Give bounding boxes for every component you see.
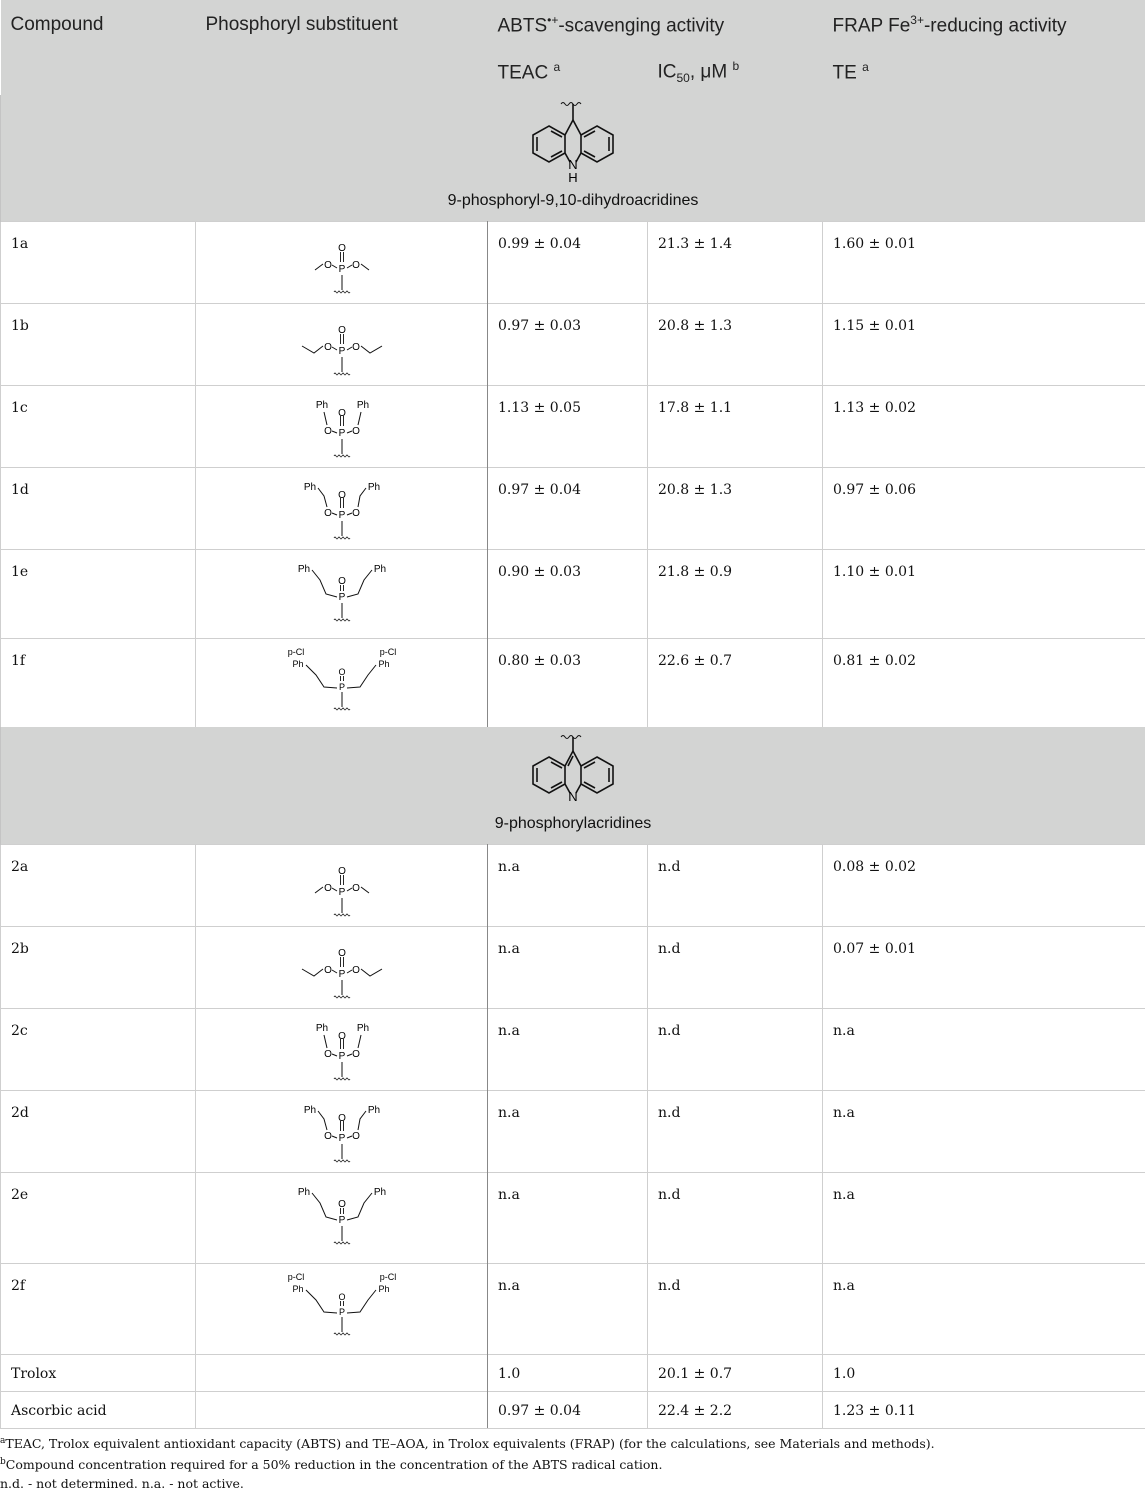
svg-text:O: O — [352, 1049, 360, 1060]
svg-text:P: P — [338, 969, 345, 980]
svg-text:O: O — [338, 1031, 346, 1042]
ic50-value: 22.6 ± 0.7 — [648, 639, 823, 728]
acridine-structure — [513, 731, 633, 815]
svg-text:O: O — [338, 667, 345, 677]
teac-value: 0.80 ± 0.03 — [488, 639, 648, 728]
dihydroacridine-structure — [513, 96, 633, 192]
footnote-a: $^a$TEAC, Trolox equivalent antioxidant capacity (ABTS) and TE–AOA, in Trolox equivalents (FRAP) (for the calculations, see Materials and methods). — [0, 1432, 935, 1453]
svg-text:Ph: Ph — [373, 1187, 385, 1198]
svg-text:O: O — [324, 1131, 332, 1142]
reference-row — [1, 1355, 1145, 1392]
phosphoryl-structure — [196, 468, 488, 550]
svg-text:O: O — [338, 1113, 346, 1124]
reference-id: Trolox — [1, 1355, 196, 1392]
phosphoryl-structure — [196, 550, 488, 639]
svg-text:Ph: Ph — [292, 659, 303, 669]
svg-text:O: O — [352, 1131, 360, 1142]
svg-text:O: O — [324, 508, 332, 519]
svg-text:O: O — [338, 866, 346, 877]
ic50-value: n.d — [648, 1173, 823, 1264]
svg-text:H: H — [568, 170, 577, 185]
svg-text:O: O — [352, 342, 360, 353]
phosphoryl-structure — [196, 222, 488, 304]
compound-id: 1a — [1, 222, 196, 304]
reference-substituent — [196, 1392, 488, 1429]
phosphoryl-structure — [196, 1009, 488, 1091]
ic50-value: 20.8 ± 1.3 — [648, 304, 823, 386]
svg-text:P: P — [338, 346, 345, 357]
teac-value: n.a — [488, 845, 648, 927]
te-value: 1.23 ± 0.11 — [823, 1392, 1145, 1429]
svg-text:O: O — [338, 1199, 346, 1210]
phosphoryl-structure — [196, 1264, 488, 1355]
phosphoryl-structure — [196, 639, 488, 728]
svg-text:Ph: Ph — [378, 659, 389, 669]
table-row — [1, 386, 1145, 468]
svg-text:O: O — [324, 260, 332, 271]
teac-value: 1.13 ± 0.05 — [488, 386, 648, 468]
svg-text:Ph: Ph — [297, 564, 309, 575]
svg-text:O: O — [324, 883, 332, 894]
svg-text:O: O — [338, 408, 346, 419]
phosphoryl-structure — [196, 927, 488, 1009]
table-row — [1, 1264, 1145, 1355]
svg-text:O: O — [324, 342, 332, 353]
table-row — [1, 927, 1145, 1009]
header-substituent: Phosphoryl substituent — [196, 0, 488, 50]
te-value: 1.10 ± 0.01 — [823, 550, 1145, 639]
table-row — [1, 845, 1145, 927]
svg-text:P: P — [338, 1215, 345, 1226]
footnotes — [0, 1432, 935, 1493]
section-dihydroacridines — [1, 95, 1145, 222]
compound-id: 2a — [1, 845, 196, 927]
footnote-c: n.d. - not determined. n.a. - not active. — [0, 1474, 935, 1493]
section-acridines — [1, 727, 1145, 845]
compound-id: 1b — [1, 304, 196, 386]
compound-id: 1c — [1, 386, 196, 468]
phosphoryl-structure — [196, 1173, 488, 1264]
svg-text:P: P — [338, 887, 345, 898]
te-value: 1.0 — [823, 1355, 1145, 1392]
compound-id: 2d — [1, 1091, 196, 1173]
svg-text:O: O — [338, 490, 346, 501]
svg-text:O: O — [338, 243, 346, 254]
table-row — [1, 222, 1145, 304]
teac-value: 0.97 ± 0.04 — [488, 1392, 648, 1429]
svg-text:p-Cl: p-Cl — [379, 647, 396, 657]
table-row — [1, 1009, 1145, 1091]
ic50-value: n.d — [648, 1009, 823, 1091]
phosphoryl-structure — [196, 304, 488, 386]
svg-text:p-Cl: p-Cl — [287, 1272, 304, 1282]
svg-text:Ph: Ph — [367, 482, 379, 493]
svg-text:P: P — [338, 1051, 345, 1062]
svg-text:P: P — [338, 682, 344, 692]
ic50-value: 20.1 ± 0.7 — [648, 1355, 823, 1392]
compound-id: 1d — [1, 468, 196, 550]
compound-id: 2f — [1, 1264, 196, 1355]
table-row — [1, 1173, 1145, 1264]
svg-text:Ph: Ph — [292, 1284, 303, 1294]
header-compound: Compound — [1, 0, 196, 50]
teac-value: n.a — [488, 1173, 648, 1264]
svg-text:N: N — [568, 157, 577, 172]
te-value: n.a — [823, 1009, 1145, 1091]
teac-value: 0.97 ± 0.03 — [488, 304, 648, 386]
table-row — [1, 639, 1145, 728]
teac-value: n.a — [488, 927, 648, 1009]
svg-text:P: P — [338, 1133, 345, 1144]
compound-id: 2e — [1, 1173, 196, 1264]
compound-id: 2c — [1, 1009, 196, 1091]
phosphoryl-structure — [196, 1091, 488, 1173]
svg-text:O: O — [352, 965, 360, 976]
svg-text:O: O — [352, 883, 360, 894]
header-te: TE $^a$ — [823, 50, 1145, 95]
svg-text:p-Cl: p-Cl — [287, 647, 304, 657]
teac-value: 0.97 ± 0.04 — [488, 468, 648, 550]
teac-value: n.a — [488, 1264, 648, 1355]
te-value: 1.60 ± 0.01 — [823, 222, 1145, 304]
table-row — [1, 1091, 1145, 1173]
ic50-value: n.d — [648, 927, 823, 1009]
ic50-value: 22.4 ± 2.2 — [648, 1392, 823, 1429]
footnote-b: $^b$Compound concentration required for a 50% reduction in the concentration of the ABTS radical cation. — [0, 1453, 935, 1474]
teac-value: n.a — [488, 1091, 648, 1173]
te-value: 0.81 ± 0.02 — [823, 639, 1145, 728]
header-ic50: $IC_{50}$, μM $^b$ — [648, 50, 823, 95]
te-value: n.a — [823, 1173, 1145, 1264]
teac-value: n.a — [488, 1009, 648, 1091]
svg-text:Ph: Ph — [378, 1284, 389, 1294]
phosphoryl-structure — [196, 386, 488, 468]
table-row — [1, 550, 1145, 639]
svg-text:O: O — [324, 965, 332, 976]
svg-text:Ph: Ph — [356, 1023, 368, 1034]
svg-text:N: N — [568, 789, 577, 804]
svg-text:P: P — [338, 1307, 344, 1317]
te-value: 0.97 ± 0.06 — [823, 468, 1145, 550]
te-value: 0.08 ± 0.02 — [823, 845, 1145, 927]
header-frap: FRAP $Fe^{3+}$-reducing activity — [823, 0, 1145, 50]
table-row — [1, 468, 1145, 550]
svg-text:P: P — [338, 592, 345, 603]
compound-id: 2b — [1, 927, 196, 1009]
svg-text:O: O — [338, 948, 346, 959]
reference-substituent — [196, 1355, 488, 1392]
te-value: 1.15 ± 0.01 — [823, 304, 1145, 386]
te-value: n.a — [823, 1091, 1145, 1173]
section-title-2: 9-phosphorylacridines — [495, 815, 652, 843]
ic50-value: n.d — [648, 1264, 823, 1355]
svg-text:O: O — [324, 426, 332, 437]
header-abts: ABTS•+-scavenging activity — [488, 0, 823, 50]
compound-id: 1f — [1, 639, 196, 728]
svg-text:Ph: Ph — [303, 482, 315, 493]
svg-text:O: O — [338, 1292, 345, 1302]
svg-text:P: P — [338, 510, 345, 521]
header-teac: TEAC $^a$ — [488, 50, 648, 95]
ic50-value: 17.8 ± 1.1 — [648, 386, 823, 468]
reference-id: Ascorbic acid — [1, 1392, 196, 1429]
svg-text:Ph: Ph — [315, 1023, 327, 1034]
svg-text:Ph: Ph — [373, 564, 385, 575]
svg-text:Ph: Ph — [297, 1187, 309, 1198]
svg-text:O: O — [352, 426, 360, 437]
te-value: n.a — [823, 1264, 1145, 1355]
phosphoryl-structure — [196, 845, 488, 927]
svg-text:O: O — [324, 1049, 332, 1060]
svg-text:Ph: Ph — [303, 1105, 315, 1116]
svg-text:O: O — [352, 508, 360, 519]
section-title-1: 9-phosphoryl-9,10-dihydroacridines — [448, 192, 699, 220]
svg-text:O: O — [338, 325, 346, 336]
svg-text:O: O — [352, 260, 360, 271]
ic50-value: n.d — [648, 845, 823, 927]
teac-value: 1.0 — [488, 1355, 648, 1392]
svg-text:P: P — [338, 428, 345, 439]
svg-text:O: O — [338, 576, 346, 587]
compound-id: 1e — [1, 550, 196, 639]
svg-text:p-Cl: p-Cl — [379, 1272, 396, 1282]
svg-text:Ph: Ph — [315, 400, 327, 411]
reference-row — [1, 1392, 1145, 1429]
ic50-value: n.d — [648, 1091, 823, 1173]
ic50-value: 21.3 ± 1.4 — [648, 222, 823, 304]
table-row — [1, 304, 1145, 386]
ic50-value: 20.8 ± 1.3 — [648, 468, 823, 550]
te-value: 1.13 ± 0.02 — [823, 386, 1145, 468]
teac-value: 0.99 ± 0.04 — [488, 222, 648, 304]
te-value: 0.07 ± 0.01 — [823, 927, 1145, 1009]
ic50-value: 21.8 ± 0.9 — [648, 550, 823, 639]
svg-text:Ph: Ph — [367, 1105, 379, 1116]
teac-value: 0.90 ± 0.03 — [488, 550, 648, 639]
svg-text:Ph: Ph — [356, 400, 368, 411]
svg-text:P: P — [338, 264, 345, 275]
